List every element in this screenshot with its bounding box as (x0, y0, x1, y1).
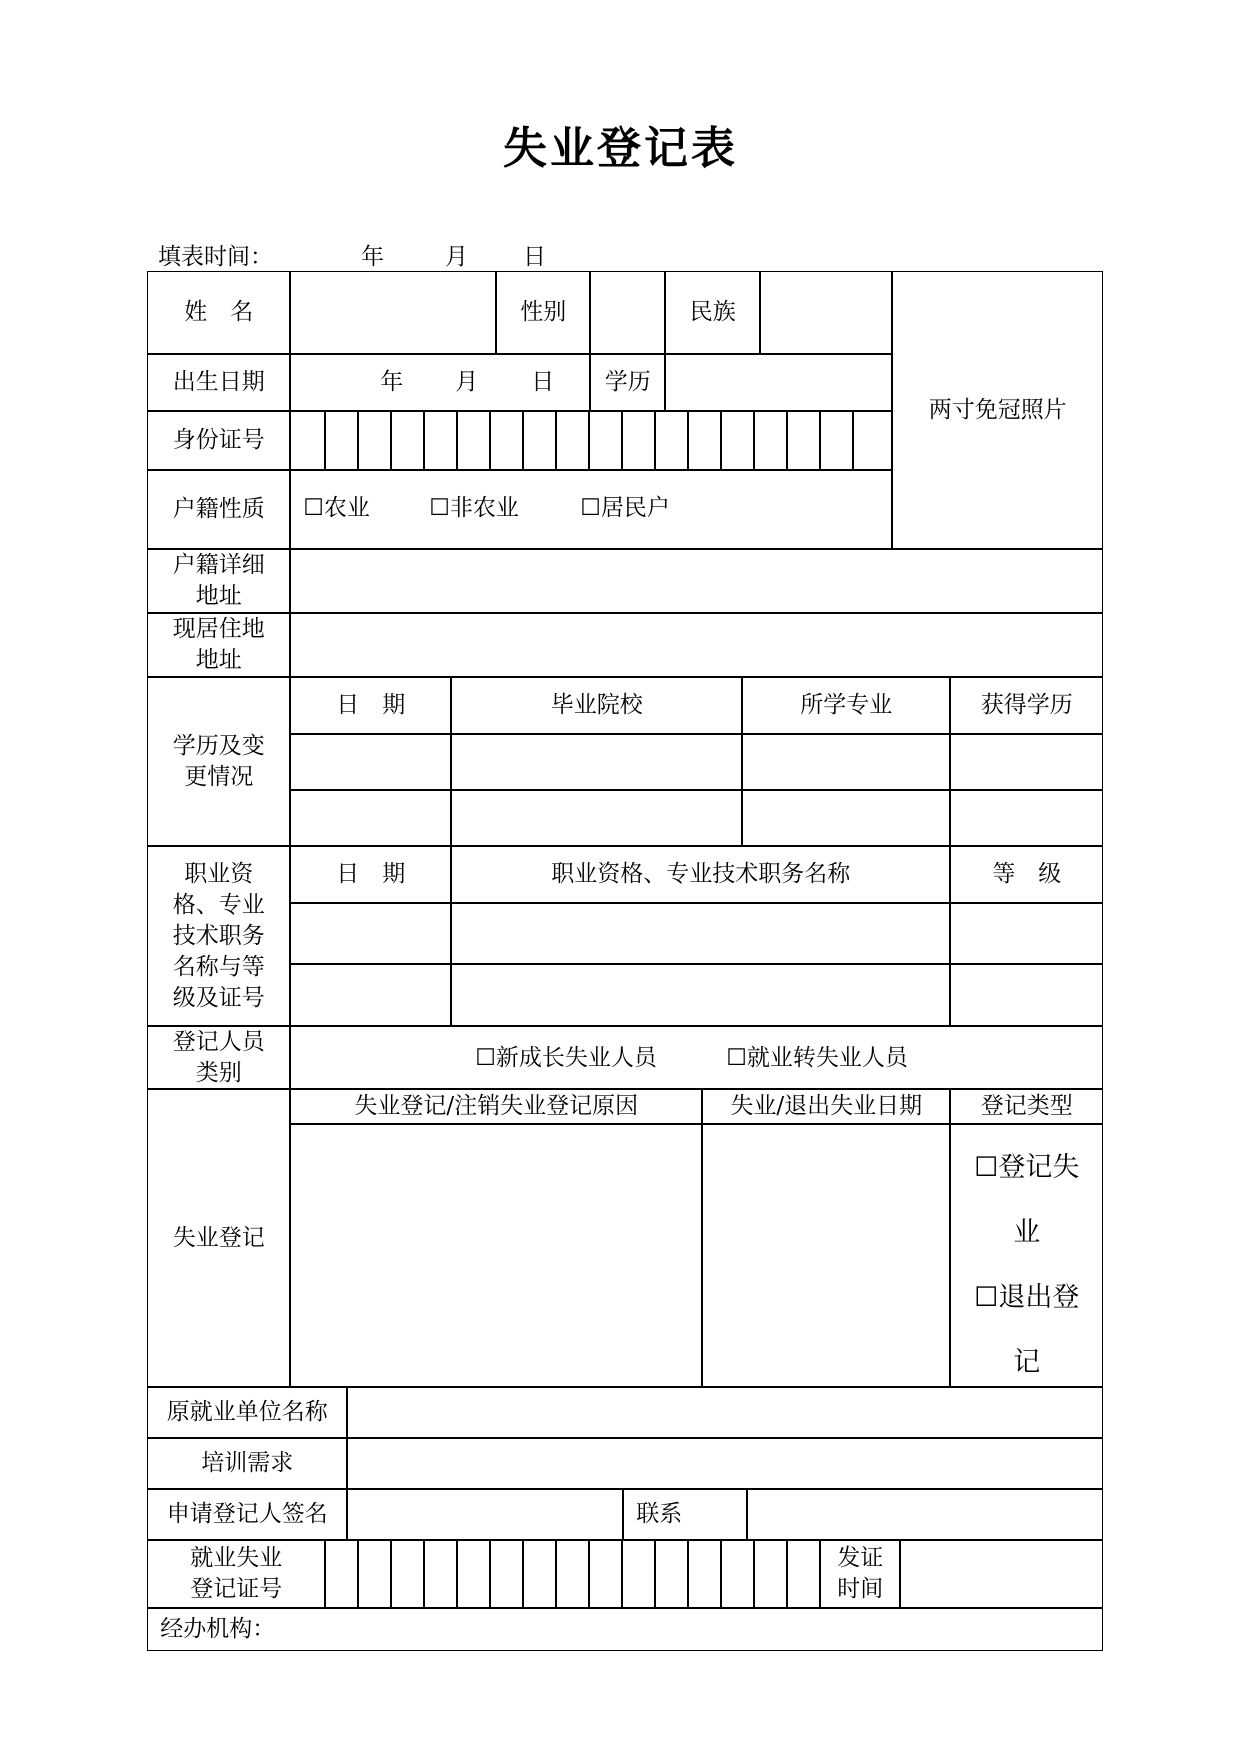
ethnicity-label: 民族 (665, 271, 760, 354)
applicant-signature-label: 申请登记人签名 (147, 1489, 347, 1540)
photo-box[interactable]: 两寸免冠照片 (892, 271, 1103, 549)
fill-date-year: 年 (361, 244, 384, 270)
qual-col-level: 等 级 (950, 846, 1103, 903)
birth-date-label: 出生日期 (147, 354, 290, 411)
training-label: 培训需求 (147, 1438, 347, 1489)
id-digit-cell[interactable] (754, 411, 787, 470)
unemp-col-type: 登记类型 (950, 1089, 1103, 1124)
cert-digit-cell[interactable] (391, 1540, 424, 1608)
birth-month: 月 (455, 369, 479, 396)
qual-col-title: 职业资格、专业技术职务名称 (451, 846, 950, 903)
ethnicity-field[interactable] (760, 271, 892, 354)
cert-digit-cell[interactable] (490, 1540, 523, 1608)
gender-label: 性别 (496, 271, 590, 354)
qual-cell[interactable] (950, 964, 1103, 1026)
cert-digit-cell[interactable] (556, 1540, 589, 1608)
edu-col-major: 所学专业 (742, 677, 950, 734)
unemployment-label: 失业登记 (147, 1089, 290, 1387)
id-digit-cell[interactable] (391, 411, 424, 470)
edu-cell[interactable] (451, 734, 742, 790)
gender-field[interactable] (590, 271, 665, 354)
hukou-option-agricultural[interactable]: ☐农业 (303, 495, 370, 522)
contact-field[interactable] (747, 1489, 1103, 1540)
unemp-col-date: 失业/退出失业日期 (702, 1089, 950, 1124)
id-digit-cell[interactable] (358, 411, 391, 470)
registration-form (148, 272, 1104, 1652)
id-digit-cell[interactable] (589, 411, 622, 470)
id-digit-cell[interactable] (490, 411, 523, 470)
current-address-field[interactable] (290, 613, 1103, 677)
id-digit-cell[interactable] (556, 411, 589, 470)
category-options (290, 1026, 1103, 1089)
unemp-reason-field[interactable] (290, 1124, 702, 1387)
cert-digit-cell[interactable] (589, 1540, 622, 1608)
applicant-signature-field[interactable] (347, 1489, 623, 1540)
edu-cell[interactable] (290, 790, 451, 846)
reg-type-register[interactable]: ☐登记失业 (974, 1152, 1080, 1249)
edu-cell[interactable] (950, 790, 1103, 846)
birth-year: 年 (380, 369, 404, 396)
id-digit-cell[interactable] (290, 411, 325, 470)
cert-digit-cell[interactable] (358, 1540, 391, 1608)
edu-col-degree: 获得学历 (950, 677, 1103, 734)
form-title: 失业登记表 (503, 123, 738, 174)
category-option-job-loss[interactable]: ☐就业转失业人员 (726, 1045, 908, 1072)
hukou-address-label: 户籍详细地址 (147, 549, 290, 613)
birth-day: 日 (531, 369, 555, 396)
hukou-address-field[interactable] (290, 549, 1103, 613)
edu-cell[interactable] (950, 734, 1103, 790)
hukou-type-options (290, 470, 892, 549)
id-digit-cell[interactable] (655, 411, 688, 470)
id-digit-cell[interactable] (622, 411, 655, 470)
cert-digit-cell[interactable] (457, 1540, 490, 1608)
qual-cell[interactable] (451, 903, 950, 964)
qual-cell[interactable] (290, 903, 451, 964)
category-option-new-growth[interactable]: ☐新成长失业人员 (475, 1045, 657, 1072)
fill-date-day: 日 (523, 244, 546, 270)
edu-cell[interactable] (742, 734, 950, 790)
edu-cell[interactable] (742, 790, 950, 846)
birth-date-field[interactable] (290, 354, 590, 411)
qual-cell[interactable] (451, 964, 950, 1026)
cert-digit-cell[interactable] (688, 1540, 721, 1608)
cert-digit-cell[interactable] (754, 1540, 787, 1608)
edu-cell[interactable] (451, 790, 742, 846)
issue-time-field[interactable] (900, 1540, 1103, 1608)
hukou-option-resident[interactable]: ☐居民户 (580, 495, 670, 522)
id-digit-cell[interactable] (853, 411, 892, 470)
cert-digit-cell[interactable] (523, 1540, 556, 1608)
education-label: 学历 (590, 354, 665, 411)
name-label: 姓 名 (147, 271, 290, 354)
cert-digit-cell[interactable] (787, 1540, 820, 1608)
cert-digit-cell[interactable] (721, 1540, 754, 1608)
qual-cell[interactable] (290, 964, 451, 1026)
id-digit-cell[interactable] (457, 411, 490, 470)
qualification-label: 职业资格、专业技术职务名称与等级及证号 (147, 846, 290, 1026)
cert-digit-cell[interactable] (424, 1540, 457, 1608)
issue-time-label: 发证时间 (820, 1540, 900, 1608)
name-field[interactable] (290, 271, 496, 354)
cert-digit-cell[interactable] (325, 1540, 358, 1608)
reg-type-exit[interactable]: ☐退出登记 (974, 1282, 1080, 1379)
education-history-label: 学历及变更情况 (147, 677, 290, 846)
cert-digit-cell[interactable] (622, 1540, 655, 1608)
fill-date-month: 月 (445, 244, 468, 270)
hukou-type-label: 户籍性质 (147, 470, 290, 549)
category-label: 登记人员类别 (147, 1026, 290, 1089)
edu-cell[interactable] (290, 734, 451, 790)
education-field[interactable] (665, 354, 892, 411)
hukou-option-non-agricultural[interactable]: ☐非农业 (429, 495, 519, 522)
current-address-label: 现居住地地址 (147, 613, 290, 677)
id-digit-cell[interactable] (688, 411, 721, 470)
qual-cell[interactable] (950, 903, 1103, 964)
id-digit-cell[interactable] (721, 411, 754, 470)
edu-col-date: 日 期 (290, 677, 451, 734)
contact-label: 联系 (623, 1489, 747, 1540)
id-digit-cell[interactable] (820, 411, 853, 470)
qual-col-date: 日 期 (290, 846, 451, 903)
former-employer-label: 原就业单位名称 (147, 1387, 347, 1438)
training-field[interactable] (347, 1438, 1103, 1489)
former-employer-field[interactable] (347, 1387, 1103, 1438)
unemp-col-reason: 失业登记/注销失业登记原因 (290, 1089, 702, 1124)
cert-digit-cell[interactable] (655, 1540, 688, 1608)
id-digit-cell[interactable] (325, 411, 358, 470)
agency-label: 经办机构： (147, 1608, 1103, 1651)
registration-type-options (950, 1124, 1103, 1387)
id-number-label: 身份证号 (147, 411, 290, 470)
cert-number-label: 就业失业登记证号 (147, 1540, 325, 1608)
unemp-date-field[interactable] (702, 1124, 950, 1387)
fill-date-label: 填表时间： (158, 244, 273, 270)
edu-col-school: 毕业院校 (451, 677, 742, 734)
id-digit-cell[interactable] (424, 411, 457, 470)
id-digit-cell[interactable] (787, 411, 820, 470)
id-digit-cell[interactable] (523, 411, 556, 470)
